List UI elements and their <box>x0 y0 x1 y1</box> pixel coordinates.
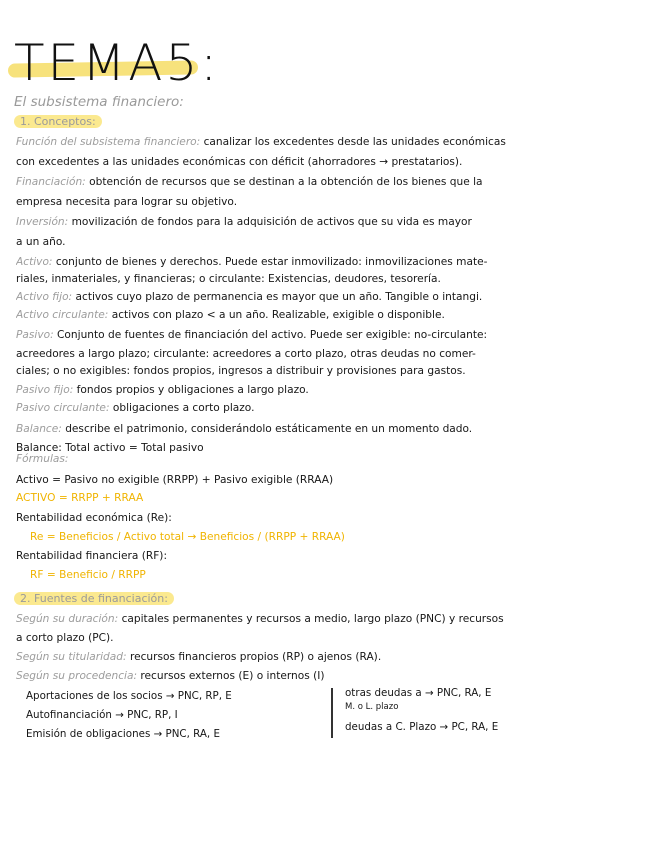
source-criterion-text: recursos financieros propios (RP) o ajenos (RA). <box>129 651 382 663</box>
definition-text: a un año. <box>16 236 66 248</box>
definition-term: Activo circulante: <box>16 309 112 321</box>
definition-text: movilización de fondos para la adquisición de activos que su vida es mayor <box>71 216 472 228</box>
definition-text: activos cuyo plazo de permanencia es mayor que un año. Tangible o intangi. <box>75 291 483 303</box>
definition-line <box>16 422 639 436</box>
section-heading-conceptos: 1. Conceptos: <box>14 115 102 128</box>
source-criterion-text: capitales permanentes y recursos a medio, largo plazo (PNC) y recursos <box>121 613 504 625</box>
definition-line <box>16 175 639 189</box>
definition-text: obligaciones a corto plazo. <box>112 402 255 414</box>
definition-text: activos con plazo < a un año. Realizable, exigible o disponible. <box>111 309 445 321</box>
source-criterion-term: Según su titularidad: <box>16 651 130 663</box>
definition-text: canalizar los excedentes desde las unidades económicas <box>203 136 506 148</box>
source-item: Aportaciones de los socios → PNC, RP, E <box>26 690 232 702</box>
source-criterion-line <box>16 631 639 645</box>
definition-line <box>16 290 639 304</box>
definition-term: Pasivo: <box>16 329 58 341</box>
definition-term: Activo: <box>16 256 56 268</box>
definition-text: acreedores a largo plazo; circulante: acreedores a corto plazo, otras deudas no comer- <box>16 348 476 360</box>
definition-term: Activo fijo: <box>16 291 76 303</box>
definition-text: conjunto de bienes y derechos. Puede estar inmovilizado: inmovilizaciones mate- <box>55 256 488 268</box>
formula-line: Re = Beneficios / Activo total → Beneficios / (RRPP + RRAA) <box>30 531 345 543</box>
formula-line: ACTIVO = RRPP + RRAA <box>16 492 144 504</box>
source-item: Autofinanciación → PNC, RP, I <box>26 709 178 721</box>
page-title: TEMA5: <box>14 34 221 92</box>
section-heading-fuentes: 2. Fuentes de financiación: <box>14 592 174 605</box>
definition-line <box>16 235 639 249</box>
source-item: M. o L. plazo <box>345 702 399 712</box>
source-criterion-line <box>16 650 639 664</box>
source-criterion-line <box>16 669 639 683</box>
definition-line <box>16 308 639 322</box>
definition-line <box>16 328 639 342</box>
column-divider <box>331 688 333 738</box>
definition-line <box>16 364 639 378</box>
definition-text: obtención de recursos que se destinan a la obtención de los bienes que la <box>89 176 483 188</box>
formula-line: Activo = Pasivo no exigible (RRPP) + Pasivo exigible (RRAA) <box>16 474 334 486</box>
formula-line: Rentabilidad económica (Re): <box>16 512 172 524</box>
definition-line <box>16 195 639 209</box>
title-block <box>14 34 221 92</box>
source-item: otras deudas a → PNC, RA, E <box>345 687 492 699</box>
definition-text: describe el patrimonio, considerándolo estáticamente en un momento dado. <box>65 423 473 435</box>
definition-line <box>16 255 639 269</box>
formula-line: Rentabilidad financiera (RF): <box>16 550 168 562</box>
source-criterion-text: recursos externos (E) o internos (I) <box>140 670 325 682</box>
definition-line <box>16 383 639 397</box>
definition-line <box>16 347 639 361</box>
definition-line <box>16 135 639 149</box>
subtitle: El subsistema financiero: <box>14 94 184 110</box>
definition-term: Balance: <box>16 423 66 435</box>
source-criterion-text: a corto plazo (PC). <box>16 632 114 644</box>
source-item: deudas a C. Plazo → PC, RA, E <box>345 721 499 733</box>
definition-text: fondos propios y obligaciones a largo plazo. <box>76 384 309 396</box>
formulas-label: Fórmulas: <box>16 453 69 465</box>
source-criterion-line <box>16 612 639 626</box>
definition-text: empresa necesita para lograr su objetivo. <box>16 196 238 208</box>
source-criterion-term: Según su duración: <box>16 613 122 625</box>
definition-term: Pasivo fijo: <box>16 384 77 396</box>
definition-term: Pasivo circulante: <box>16 402 113 414</box>
definition-line <box>16 215 639 229</box>
definition-term: Financiación: <box>16 176 90 188</box>
definition-line <box>16 272 639 286</box>
definition-text: con excedentes a las unidades económicas con déficit (ahorradores → prestatarios). <box>16 156 463 168</box>
definition-text: Conjunto de fuentes de financiación del activo. Puede ser exigible: no-circulante: <box>57 329 488 341</box>
definition-text: ciales; o no exigibles: fondos propios, ingresos a distribuir y provisiones para gastos. <box>16 365 466 377</box>
definition-line <box>16 401 639 415</box>
definition-term: Función del subsistema financiero: <box>16 136 204 148</box>
definition-line <box>16 155 639 169</box>
definition-text: riales, inmateriales, y financieras; o circulante: Existencias, deudores, tesorería. <box>16 273 441 285</box>
formula-line: RF = Beneficio / RRPP <box>30 569 146 581</box>
definition-term: Inversión: <box>16 216 72 228</box>
source-item: Emisión de obligaciones → PNC, RA, E <box>26 728 220 740</box>
definition-text: Balance: Total activo = Total pasivo <box>16 442 204 454</box>
source-criterion-term: Según su procedencia: <box>16 670 141 682</box>
